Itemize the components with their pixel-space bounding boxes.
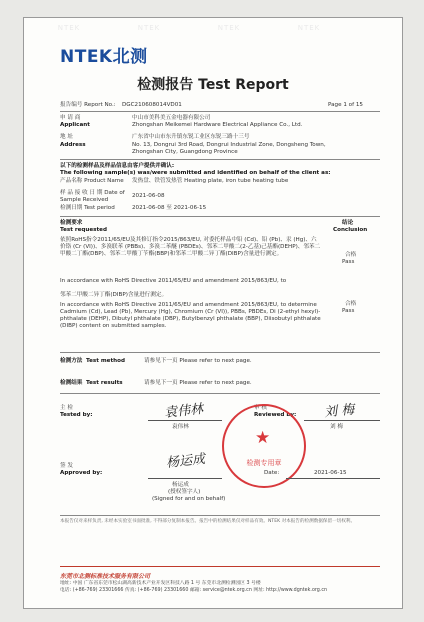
tested-by-label-en: Tested by:: [60, 412, 93, 418]
signature-line: [304, 420, 380, 421]
address-label-cn: 地 址: [60, 134, 73, 140]
approver-signature: 杨运成: [165, 451, 206, 471]
test-results-label-cn: 检测结果: [60, 380, 83, 386]
address-cn: 广东省中山市东升镇东锐工业区东锐三路十三号: [132, 134, 250, 140]
footer-contacts: 电话: (+86-769) 23301666 传真: (+86-769) 23301660 邮箱: service@ntek.org.cn 网址: http://www.dgntek.org.cn: [60, 588, 328, 593]
conclusion-label-en: Conclusion: [333, 227, 368, 233]
applicant-name-cn: 中山市美科美五金电器有限公司: [132, 115, 211, 121]
sample-intro-en: The following sample(s) was/were submitted and identified on behalf of the client as:: [60, 170, 331, 176]
reviewed-by-label-en: Reviewed by:: [254, 412, 297, 418]
requirement-en: In accordance with RoHS Directive 2011/65/EU and amendment 2015/863/EU, to determine Cadmium (Cd), Lead (Pb), Mercury (Hg), Chromium (Cr (VI)), PBBs, PBDEs, Di (2-ethyl hexyl)-phthalate (DEHP), Dibutyl phthalate (DBP), Butylbenzyl phthalate (BBP), Diisobutyl phthalate (DIBP) content on submitted samples.: [60, 302, 321, 329]
approved-by-label-en: Approved by:: [60, 470, 103, 476]
report-no-label: 报告编号 Report No.:: [60, 102, 116, 108]
test-results-label-en: Test results: [86, 380, 123, 386]
reviewer-name: 刘 梅: [330, 424, 343, 430]
divider: [60, 111, 380, 112]
reviewer-signature: 刘 梅: [323, 402, 356, 421]
watermark: NTEK: [137, 24, 161, 32]
divider: [60, 515, 380, 516]
footer-disclaimer: 本报告仅对来样负责, 未经本实验室书面批准, 不得部分复制本报告。报告中的检测结果仅对样品有效。NTEK 对本报告的检测数据保留一切权利。: [60, 519, 356, 524]
product-name-label: 产品名称 Product Name: [60, 178, 124, 184]
result-pass-en: Pass: [342, 308, 355, 314]
watermark: NTEK: [217, 24, 241, 32]
seal-star-icon: ★: [255, 428, 271, 448]
tested-by-label-cn: 主 检: [60, 405, 73, 411]
watermark: NTEK: [57, 24, 81, 32]
test-method-label-en: Test method: [86, 358, 125, 364]
applicant-name-en: Zhongshan Meikemei Hardware Electrical Appliance Co., Ltd.: [132, 122, 303, 128]
tester-name: 袁伟林: [172, 424, 189, 430]
divider: [60, 352, 380, 353]
result-pass-en: Pass: [342, 259, 355, 265]
approver-name: 杨运成: [172, 482, 189, 488]
address-en-line1: No. 13, Dongrui 3rd Road, Dongrui Industrial Zone, Dongsheng Town,: [132, 142, 326, 148]
test-period-value: 2021-06-08 至 2021-06-15: [132, 205, 207, 211]
signature-line: [148, 420, 222, 421]
signature-line: [148, 478, 222, 479]
product-name-value: 发热盘、铁管发热管 Heating plate, iron tube heating tube: [132, 178, 289, 184]
test-method-value: 请参见下一页 Please refer to next page.: [144, 358, 252, 364]
report-title: 检测报告 Test Report: [137, 77, 289, 93]
sample-received-label-2: Sample Received: [60, 197, 109, 203]
reviewed-by-label-cn: 审 核: [254, 405, 267, 411]
date-label: Date:: [264, 470, 280, 476]
footer-divider: [60, 566, 380, 567]
approved-by-label-cn: 签 发: [60, 463, 73, 469]
applicant-label-en: Applicant: [60, 122, 90, 128]
issue-date: 2021-06-15: [314, 470, 347, 476]
test-requested-label-cn: 检测要求: [60, 220, 83, 226]
watermark: NTEK: [297, 24, 321, 32]
footer-address: 地址: 中国 广东省东莞市松山湖高新技术产业开发区科技八路 1 号 东莞市北测检测园区 3 号楼: [60, 581, 261, 586]
signature-line: [286, 478, 380, 479]
result-pass-cn: 合格: [345, 301, 357, 307]
result-pass-cn: 合格: [345, 252, 357, 258]
divider: [60, 393, 380, 394]
ntek-logo: NTEK北测: [60, 47, 148, 67]
approver-role-en: (Signed for and on behalf): [152, 496, 226, 502]
sample-received-date: 2021-06-08: [132, 193, 165, 199]
sample-intro-cn: 以下的检测样品及样品信息由客户提供并确认:: [60, 163, 175, 169]
applicant-label-cn: 申 请 商: [60, 115, 81, 121]
footer-company: 东莞市北测标准技术服务有限公司: [60, 573, 151, 580]
seal-text: 检测专用章: [246, 459, 282, 467]
requirement-en-intro: In accordance with RoHS Directive 2011/65/EU and amendment 2015/863/EU, to: [60, 278, 287, 284]
test-method-label-cn: 检测方法: [60, 358, 83, 364]
conclusion-label-cn: 结论: [342, 220, 354, 226]
report-no: DGC210608014VD01: [122, 102, 182, 108]
address-label-en: Address: [60, 142, 86, 148]
test-period-label: 检测日期 Test period: [60, 205, 115, 211]
requirement-cn-2: 邻苯二甲酸二异丁酯(DIBP)含量进行测定。: [60, 292, 168, 298]
requirement-cn: 依照RoHS指令2011/65/EU及其修订指令2015/863/EU, 对委托样品中铅 (Cd)、铅 (Pb)、汞 (Hg)、六价铬 (Cr (VI))、多溴联苯 (PBBs)、多溴二苯醚 (PBDEs)、邻苯二甲酸二(2-乙基)己基酯(DEHP)、邻苯二甲酸二丁酯(DBP)、邻苯二甲酸丁苄酯(BBP)和邻苯二甲酸二异丁酯(DIBP)含量进行测定。: [60, 237, 321, 257]
report-page: [23, 17, 403, 609]
approver-role-cn: (授权签字人): [168, 489, 201, 495]
divider: [60, 159, 380, 160]
sample-received-label: 样 品 接 收 日 期 Date of: [60, 190, 125, 196]
tester-signature: 袁伟林: [163, 401, 204, 421]
page-number: Page 1 of 15: [328, 102, 363, 108]
address-en-line2: Zhongshan City, Guangdong Province: [132, 149, 238, 155]
test-results-value: 请参见下一页 Please refer to next page.: [144, 380, 252, 386]
test-requested-label-en: Test requested: [60, 227, 107, 233]
divider: [60, 216, 380, 217]
